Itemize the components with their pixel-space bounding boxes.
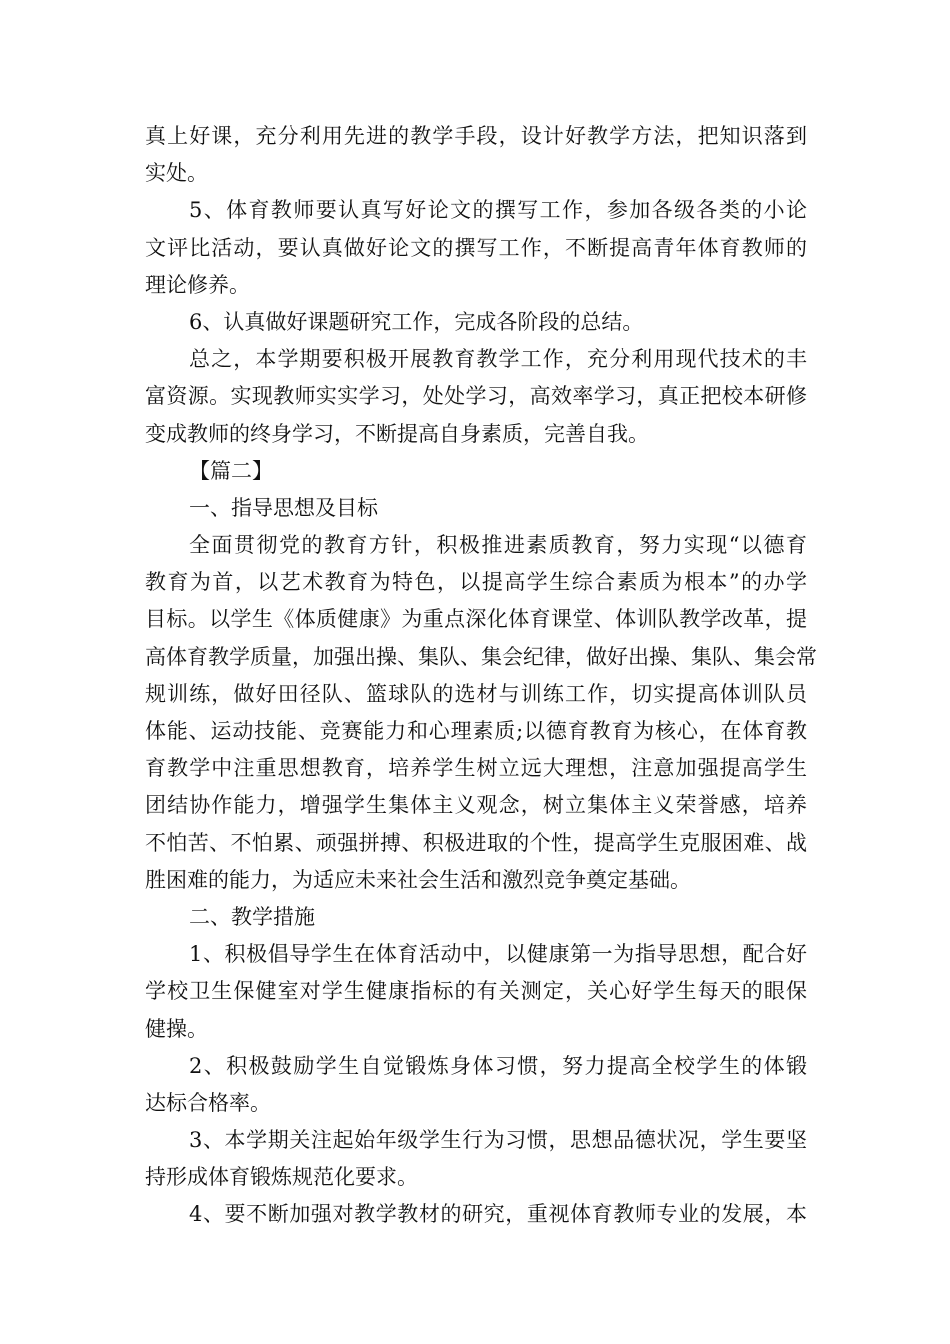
text-line: 4、要不断加强对教学教材的研究，重视体育教师专业的发展，本 xyxy=(189,1202,807,1227)
text-line: 6、认真做好课题研究工作，完成各阶段的总结。 xyxy=(189,309,644,334)
text-line: 【篇二】 xyxy=(189,458,273,483)
text-line: 3、本学期关注起始年级学生行为习惯，思想品德状况，学生要坚 xyxy=(189,1128,807,1153)
text-line: 教育为首，以艺术教育为特色，以提高学生综合素质为根本”的办学 xyxy=(145,570,807,595)
text-line: 胜困难的能力，为适应未来社会生活和激烈竞争奠定基础。 xyxy=(145,867,691,892)
text-line: 目标。以学生《体质健康》为重点深化体育课堂、体训队教学改革，提 xyxy=(145,607,807,632)
text-line: 一、指导思想及目标 xyxy=(189,495,378,520)
text-line: 学校卫生保健室对学生健康指标的有关测定，关心好学生每天的眼保 xyxy=(145,979,807,1004)
text-line: 团结协作能力，增强学生集体主义观念，树立集体主义荣誉感，培养 xyxy=(145,793,807,818)
text-line: 富资源。实现教师实实学习，处处学习，高效率学习，真正把校本研修 xyxy=(145,384,807,409)
text-line: 1、积极倡导学生在体育活动中，以健康第一为指导思想，配合好 xyxy=(189,942,807,967)
text-line: 实处。 xyxy=(145,161,208,186)
text-line: 高体育教学质量，加强出操、集队、集会纪律，做好出操、集队、集会常 xyxy=(145,644,817,669)
text-line: 真上好课，充分利用先进的教学手段，设计好教学方法，把知识落到 xyxy=(145,124,807,148)
text-line: 二、教学措施 xyxy=(189,904,315,929)
text-line: 持形成体育锻炼规范化要求。 xyxy=(145,1165,418,1190)
text-line: 健操。 xyxy=(145,1016,208,1041)
document-body xyxy=(145,118,817,1234)
text-line: 育教学中注重思想教育，培养学生树立远大理想，注意加强提高学生 xyxy=(145,756,807,781)
text-line: 不怕苦、不怕累、顽强拼搏、积极进取的个性，提高学生克服困难、战 xyxy=(145,830,807,855)
text-line: 文评比活动，要认真做好论文的撰写工作，不断提高青年体育教师的 xyxy=(145,235,807,260)
text-line: 体能、运动技能、竞赛能力和心理素质;以德育教育为核心，在体育教 xyxy=(145,719,807,743)
text-line: 2、积极鼓励学生自觉锻炼身体习惯，努力提高全校学生的体锻 xyxy=(189,1053,807,1078)
text-line: 总之，本学期要积极开展教育教学工作，充分利用现代技术的丰 xyxy=(189,347,807,372)
text-line: 5、体育教师要认真写好论文的撰写工作，参加各级各类的小论 xyxy=(189,198,807,223)
text-line: 变成教师的终身学习，不断提高自身素质，完善自我。 xyxy=(145,421,649,446)
text-line: 全面贯彻党的教育方针，积极推进素质教育，努力实现“以德育 xyxy=(189,533,807,558)
text-line: 理论修养。 xyxy=(145,272,250,297)
text-line: 规训练，做好田径队、篮球队的选材与训练工作，切实提高体训队员 xyxy=(145,681,807,706)
text-line: 达标合格率。 xyxy=(145,1090,271,1115)
